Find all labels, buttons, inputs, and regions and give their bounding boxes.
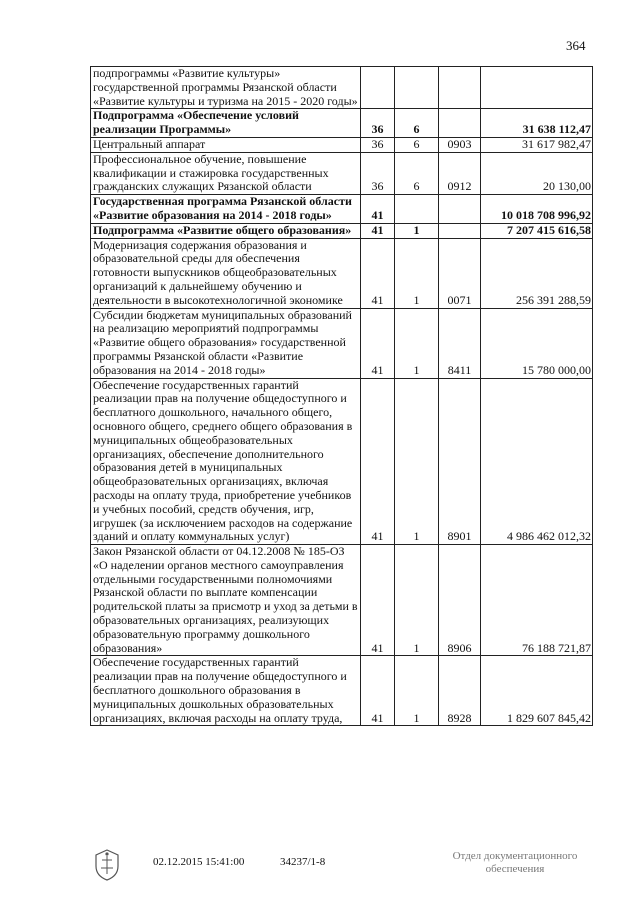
row-amount: 31 617 982,47 [481,137,593,152]
row-amount: 10 018 708 996,92 [481,195,593,224]
table-row [91,238,593,308]
table-row [91,223,593,238]
row-amount: 256 391 288,59 [481,238,593,308]
row-code-1: 36 [361,109,395,138]
row-name: Центральный аппарат [91,137,361,152]
table-row [91,308,593,378]
row-code-3 [439,67,481,109]
page-number: 364 [566,38,586,53]
row-code-1 [361,67,395,109]
row-amount [481,67,593,109]
footer-datetime: 02.12.2015 15:41:00 [153,856,245,868]
row-code-2: 1 [395,378,439,545]
row-code-2: 1 [395,238,439,308]
table-row [91,656,593,726]
row-code-1: 41 [361,378,395,545]
budget-table [90,66,593,726]
table-row [91,545,593,656]
row-name: Обеспечение государственных гарантий реализации прав на получение общедоступного и бесплатного дошкольного образования в муниципальных дошкольных образовательных организациях, включая расходы на оплату труда, [91,656,361,726]
row-code-3 [439,223,481,238]
table-row [91,109,593,138]
row-name: подпрограммы «Развитие культуры» государственной программы Рязанской области «Развитие культуры и туризма на 2015 - 2020 годы» [91,67,361,109]
row-code-2: 6 [395,109,439,138]
row-name: Модернизация содержания образования и образовательной среды для обеспечения готовности выпускников общеобразовательных организаций к дальнейшему обучению и деятельности в высокотехнологичной экономике [91,238,361,308]
row-code-2: 1 [395,545,439,656]
row-code-1: 41 [361,238,395,308]
row-code-1: 41 [361,656,395,726]
row-amount: 1 829 607 845,42 [481,656,593,726]
row-name: Профессиональное обучение, повышение квалификации и стажировка государственных гражданских служащих Рязанской области [91,152,361,194]
footer-doc-number: 34237/1-8 [280,856,326,868]
row-code-3 [439,195,481,224]
row-amount: 76 188 721,87 [481,545,593,656]
footer-stamp [430,850,600,876]
row-code-2: 1 [395,223,439,238]
row-code-3: 8906 [439,545,481,656]
row-code-3 [439,109,481,138]
row-code-3: 0903 [439,137,481,152]
footer-stamp-line2: обеспечения [485,863,545,875]
row-code-1: 41 [361,545,395,656]
row-code-2: 1 [395,656,439,726]
row-code-1: 36 [361,137,395,152]
row-amount: 15 780 000,00 [481,308,593,378]
budget-table-body [91,67,593,726]
table-row [91,67,593,109]
row-code-1: 41 [361,308,395,378]
row-code-3: 0912 [439,152,481,194]
row-code-2: 6 [395,137,439,152]
row-name: Обеспечение государственных гарантий реализации прав на получение общедоступного и бесплатного дошкольного, начального общего, основного общего, среднего общего образования в муниципальных общеобразовательных организациях, обеспечение дополнительного образования детей в муниципальных общеобразовательных организациях, включая расходы на оплату труда, приобретение учебников и учебных пособий, средств обучения, игр, игрушек (за исключением расходов на содержание зданий и оплату коммунальных услуг) [91,378,361,545]
row-name: Государственная программа Рязанской области «Развитие образования на 2014 - 2018 годы» [91,195,361,224]
footer-stamp-line1: Отдел документационного [452,850,578,862]
table-row [91,378,593,545]
row-code-3: 0071 [439,238,481,308]
row-code-2: 1 [395,308,439,378]
table-row [91,137,593,152]
row-amount: 31 638 112,47 [481,109,593,138]
row-amount: 7 207 415 616,58 [481,223,593,238]
row-name: Закон Рязанской области от 04.12.2008 № 185-ОЗ «О наделении органов местного самоуправления отдельными государственными полномочиями Рязанской области по выплате компенсации родительской платы за присмотр и уход за детьми в образовательных организациях, реализующих образовательную программу дошкольного образования» [91,545,361,656]
row-name: Подпрограмма «Обеспечение условий реализации Программы» [91,109,361,138]
row-code-3: 8411 [439,308,481,378]
row-name: Подпрограмма «Развитие общего образования» [91,223,361,238]
row-code-2 [395,67,439,109]
row-code-3: 8901 [439,378,481,545]
row-code-1: 41 [361,195,395,224]
row-code-2: 6 [395,152,439,194]
coat-of-arms-icon [92,848,122,882]
table-row [91,195,593,224]
row-amount: 4 986 462 012,32 [481,378,593,545]
table-row [91,152,593,194]
row-code-3: 8928 [439,656,481,726]
row-code-1: 41 [361,223,395,238]
row-name: Субсидии бюджетам муниципальных образований на реализацию мероприятий подпрограммы «Развитие общего образования» государственной программы Рязанской области «Развитие образования на 2014 - 2018 годы» [91,308,361,378]
row-code-2 [395,195,439,224]
row-code-1: 36 [361,152,395,194]
row-amount: 20 130,00 [481,152,593,194]
